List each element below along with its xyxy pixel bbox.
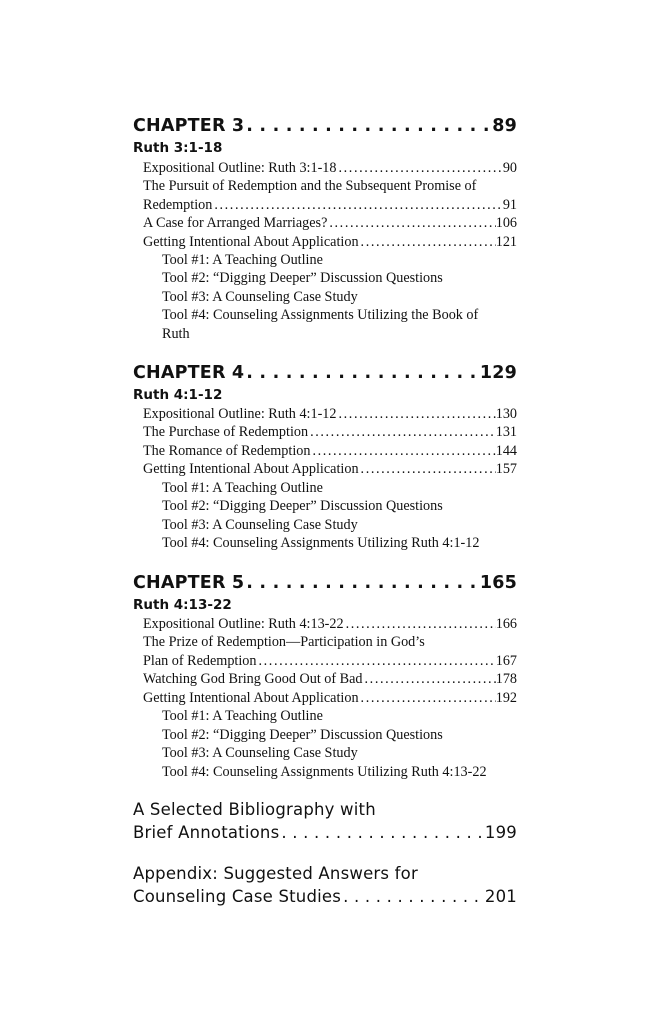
chapter-5-passage: Ruth 4:13-22	[133, 597, 232, 613]
dot-leader	[344, 616, 496, 633]
entry-label: Brief Annotations	[133, 823, 280, 842]
tool-entry[interactable]: Tool #3: A Counseling Case Study	[162, 517, 358, 533]
chapter-5-heading[interactable]	[133, 573, 517, 593]
dot-leader	[327, 215, 495, 232]
tool-entry[interactable]: Tool #2: “Digging Deeper” Discussion Questions	[162, 498, 443, 514]
entry-label: Expositional Outline: Ruth 3:1-18	[143, 160, 337, 176]
dot-leader	[310, 443, 495, 460]
bibliography-heading[interactable]	[133, 823, 517, 842]
dot-leader	[337, 160, 503, 177]
page-number: 157	[495, 461, 517, 477]
tool-entry[interactable]: Tool #4: Counseling Assignments Utilizing the Book of	[162, 307, 479, 323]
tool-entry[interactable]: Ruth	[162, 326, 190, 342]
dot-leader	[359, 690, 496, 707]
dot-leader	[308, 424, 496, 441]
dot-leader	[244, 573, 480, 593]
dot-leader	[341, 887, 485, 906]
tool-entry[interactable]: Tool #2: “Digging Deeper” Discussion Questions	[162, 270, 443, 286]
appendix-heading[interactable]	[133, 887, 517, 906]
page-number: 90	[502, 160, 517, 176]
page-number: 199	[484, 823, 517, 842]
dot-leader	[212, 197, 502, 214]
dot-leader	[363, 671, 496, 688]
toc-entry[interactable]	[143, 634, 517, 651]
dot-leader	[359, 234, 496, 251]
dot-leader	[359, 461, 496, 478]
dot-leader	[257, 653, 496, 670]
toc-entry[interactable]	[143, 616, 517, 633]
page-number: 130	[495, 406, 517, 422]
page-number: 166	[495, 616, 517, 632]
tool-entry[interactable]: Tool #3: A Counseling Case Study	[162, 745, 358, 761]
entry-label: The Prize of Redemption—Participation in God’s	[143, 634, 425, 650]
page-number: 167	[495, 653, 517, 669]
entry-label: Counseling Case Studies	[133, 887, 342, 906]
toc-entry[interactable]	[143, 690, 517, 707]
chapter-4-passage: Ruth 4:1-12	[133, 387, 223, 403]
appendix-heading-line1[interactable]: Appendix: Suggested Answers for	[133, 864, 418, 883]
toc-entry[interactable]	[143, 234, 517, 251]
page-number: 91	[502, 197, 517, 213]
entry-label: Plan of Redemption	[143, 653, 257, 669]
toc-entry[interactable]	[143, 197, 517, 214]
entry-label: Expositional Outline: Ruth 4:1-12	[143, 406, 337, 422]
tool-entry[interactable]: Tool #2: “Digging Deeper” Discussion Questions	[162, 727, 443, 743]
entry-label: The Romance of Redemption	[143, 443, 311, 459]
chapter-3-passage: Ruth 3:1-18	[133, 140, 223, 156]
entry-label: A Case for Arranged Marriages?	[143, 215, 328, 231]
tool-entry[interactable]: Tool #1: A Teaching Outline	[162, 480, 323, 496]
entry-label: Getting Intentional About Application	[143, 690, 359, 706]
chapter-title: CHAPTER 5	[133, 573, 245, 593]
chapter-title: CHAPTER 4	[133, 363, 245, 383]
tool-entry[interactable]: Tool #3: A Counseling Case Study	[162, 289, 358, 305]
page-number: 121	[495, 234, 517, 250]
entry-label: Watching God Bring Good Out of Bad	[143, 671, 363, 687]
toc-entry[interactable]	[143, 215, 517, 232]
page-number: 129	[479, 363, 517, 383]
page-number: 178	[495, 671, 517, 687]
entry-label: The Pursuit of Redemption and the Subsequent Promise of	[143, 178, 477, 194]
page-number: 201	[484, 887, 517, 906]
dot-leader	[337, 406, 496, 423]
entry-label: The Purchase of Redemption	[143, 424, 309, 440]
chapter-title: CHAPTER 3	[133, 116, 245, 136]
entry-label: Redemption	[143, 197, 213, 213]
toc-entry[interactable]	[143, 424, 517, 441]
page-number: 165	[479, 573, 517, 593]
toc-entry[interactable]	[143, 443, 517, 460]
toc-entry[interactable]	[143, 671, 517, 688]
page-number: 131	[495, 424, 517, 440]
tool-entry[interactable]: Tool #4: Counseling Assignments Utilizing Ruth 4:1-12	[162, 535, 480, 551]
dot-leader	[279, 823, 485, 842]
tool-entry[interactable]: Tool #4: Counseling Assignments Utilizing Ruth 4:13-22	[162, 764, 487, 780]
page-number: 192	[495, 690, 517, 706]
page-number: 144	[495, 443, 517, 459]
chapter-4-heading[interactable]	[133, 363, 517, 383]
dot-leader	[244, 116, 492, 136]
entry-label: Getting Intentional About Application	[143, 234, 359, 250]
tool-entry[interactable]: Tool #1: A Teaching Outline	[162, 252, 323, 268]
dot-leader	[244, 363, 480, 383]
bibliography-heading-line1[interactable]: A Selected Bibliography with	[133, 800, 376, 819]
toc-entry[interactable]	[143, 160, 517, 177]
toc-entry[interactable]	[143, 406, 517, 423]
page-number: 106	[495, 215, 517, 231]
entry-label: Getting Intentional About Application	[143, 461, 359, 477]
toc-entry[interactable]	[143, 653, 517, 670]
entry-label: Expositional Outline: Ruth 4:13-22	[143, 616, 344, 632]
chapter-3-heading[interactable]	[133, 116, 517, 136]
toc-entry[interactable]	[143, 178, 517, 195]
page-number: 89	[492, 116, 517, 136]
tool-entry[interactable]: Tool #1: A Teaching Outline	[162, 708, 323, 724]
toc-entry[interactable]	[143, 461, 517, 478]
